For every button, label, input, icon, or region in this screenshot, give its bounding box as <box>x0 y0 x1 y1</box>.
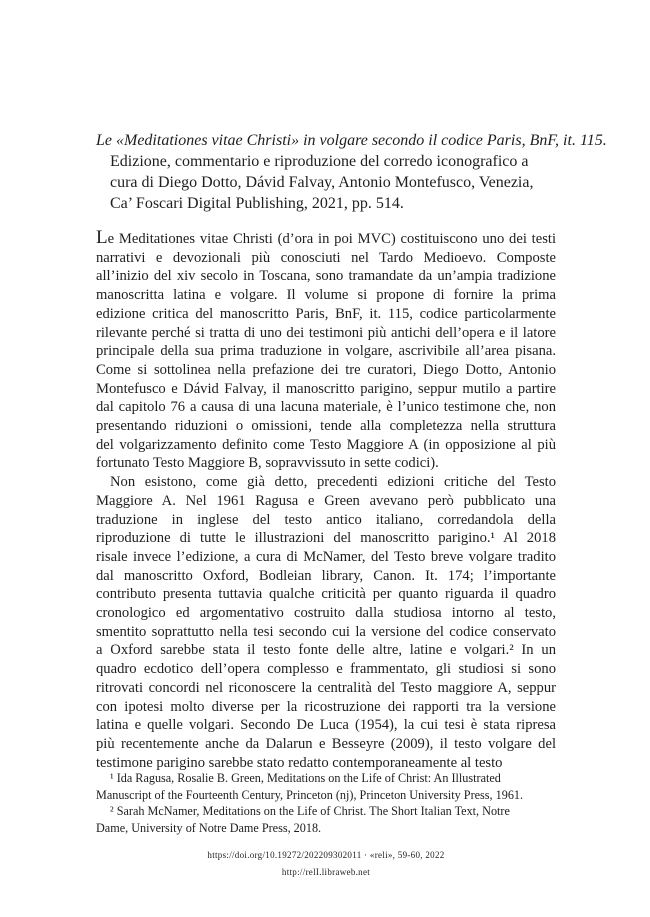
footer-doi[interactable]: https://doi.org/10.19272/202209302011 · «reli», 59-60, 2022 <box>207 850 445 860</box>
body-line: Non esistono, come già detto, precedenti edizioni critiche del Testo <box>110 474 556 491</box>
paragraph-1 <box>96 249 556 473</box>
body-line: manoscritta latina e volgare. Il volume si propone di fornire la prima <box>96 287 556 304</box>
body-line: Montefusco e Dávid Falvay, il manoscritto parigino, seppur mutilo a partire <box>96 380 556 397</box>
body-line: più recentemente anche da Dalarun e Besseyre (2009), il testo volgare del <box>96 735 556 752</box>
drop-cap: L <box>96 227 108 248</box>
body-line: Maggiore A. Nel 1961 Ragusa e Green avevano però pubblicato una <box>96 492 556 509</box>
body-line: con ipotesi molto diverse per la ricostruzione dei rapporti tra la versione <box>96 698 556 715</box>
footnote-2-line-2: Dame, University of Notre Dame Press, 2018. <box>96 820 322 835</box>
footnote-1-line-2: Manuscript of the Fourteenth Century, Princeton (nj), Princeton University Press, 1961. <box>96 787 524 802</box>
paragraph-2 <box>96 473 556 772</box>
body-line: rilevante perché si tratta di uno dei testimoni più antichi dell’opera e il latore <box>96 324 556 341</box>
body-line: fortunato Testo Maggiore B, sopravvissuto in sette codici). <box>96 455 439 472</box>
body-line: riproduzione di tutte le illustrazioni del manoscritto parigino.¹ Al 2018 <box>96 530 556 547</box>
body-line: narrativi e devozionali più conosciuti nel Tardo Medioevo. Composte <box>96 249 556 266</box>
review-title: Le «Meditationes vitae Christi» in volgare secondo il codice Paris, BnF, it. 115. <box>96 132 607 149</box>
body-line: smentito soprattutto nella tesi secondo cui la versione del codice conservato <box>96 623 556 640</box>
review-header-line-2: Edizione, commentario e riproduzione del corredo iconografico a <box>110 153 529 170</box>
body-first-line-rest: e Meditationes vitae Christi (d’ora in poi MVC) costituiscono uno dei testi <box>107 231 556 247</box>
body-line: contributo presenta tuttavia qualche criticità per quanto riguarda il quadro <box>96 586 556 603</box>
review-header-line-3: cura di Diego Dotto, Dávid Falvay, Antonio Montefusco, Venezia, <box>110 174 534 191</box>
body-line: dal capitolo 76 a causa di una lacuna materiale, è l’unico testimone che, non <box>96 399 556 416</box>
body-line: Come si sottolinea nella prefazione dei tre curatori, Diego Dotto, Antonio <box>96 361 556 378</box>
footer-url[interactable]: http://relI.libraweb.net <box>281 867 371 877</box>
body-line: ritrovati concordi nel riconoscere la centralità del Testo maggiore A, seppur <box>96 679 556 696</box>
body-first-line <box>96 229 556 249</box>
body-line: principale della sua prima traduzione in volgare, ascrivibile all’area pisana. <box>96 343 556 360</box>
body-line: cronologico ed argomentativo costruito dalla studiosa intorno al testo, <box>96 605 556 622</box>
footnote-1-line-1: ¹ Ida Ragusa, Rosalie B. Green, Meditations on the Life of Christ: An Illustrated <box>110 771 501 785</box>
body-text <box>96 229 556 772</box>
footnotes <box>96 770 556 836</box>
review-header <box>96 130 607 214</box>
body-line: risale invece l’edizione, a cura di McNamer, del Testo breve volgare tradito <box>96 548 556 565</box>
footnote-2-line-1: ² Sarah McNamer, Meditations on the Life of Christ. The Short Italian Text, Notre <box>110 804 510 818</box>
page-footer <box>96 847 556 881</box>
body-line: latina e quelle volgari. Secondo De Luca (1954), la cui tesi è stata ripresa <box>96 717 556 734</box>
body-line: a Oxford sarebbe stata il testo fonte delle altre, latine e volgari.² In un <box>96 642 556 659</box>
body-line: del volgarizzamento definito come Testo Maggiore A (in opposizione al più <box>96 436 556 453</box>
body-line: quadro ecdotico dell’opera complesso e frammentato, gli studiosi si sono <box>96 661 556 678</box>
body-line: dal manoscritto Oxford, Bodleian library, Canon. It. 174; l’importante <box>96 567 556 584</box>
body-line: edizione critica del manoscritto Paris, BnF, it. 115, codice particolarmente <box>96 305 556 322</box>
body-line: all’inizio del xiv secolo in Toscana, sono tramandate da un’ampia tradizione <box>96 268 556 285</box>
review-header-line-4: Ca’ Foscari Digital Publishing, 2021, pp. 514. <box>110 195 404 212</box>
body-line: presentando riduzioni o omissioni, tende alla completezza nella struttura <box>96 418 556 435</box>
body-line: testimone parigino sarebbe stato redatto contemporaneamente al testo <box>96 754 503 771</box>
body-line: traduzione in inglese del testo antico italiano, corredandola della <box>96 511 556 528</box>
